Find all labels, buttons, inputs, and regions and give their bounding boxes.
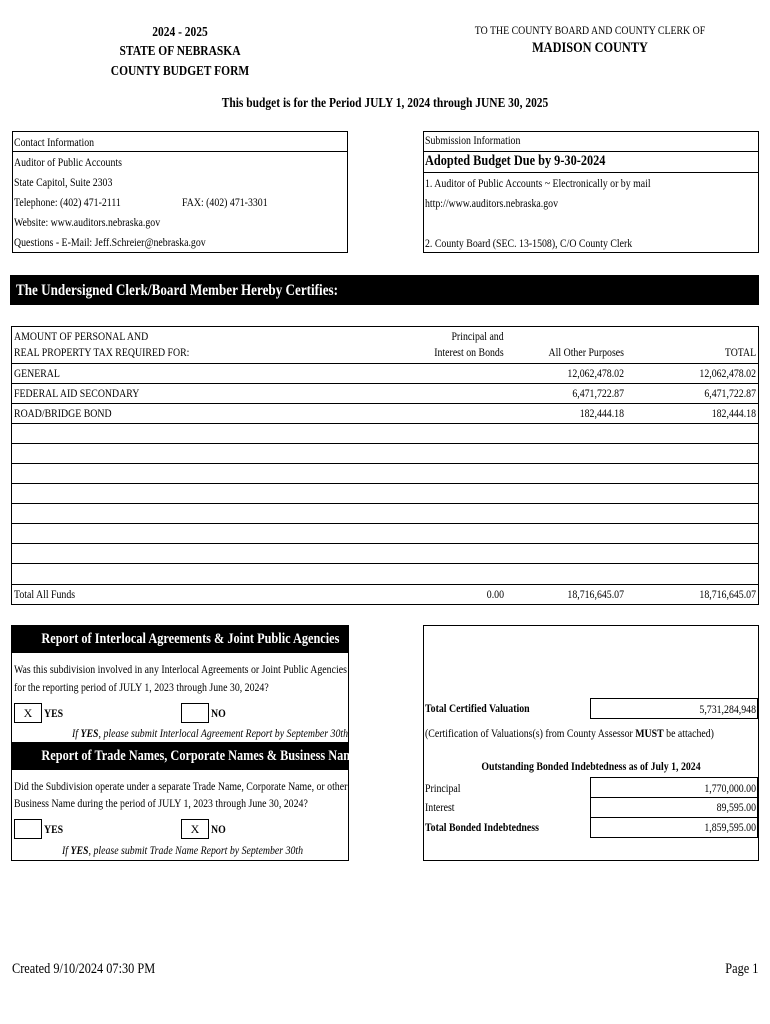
total-principal-interest: 0.00 <box>486 587 504 601</box>
interest-value: 89,595.00 <box>716 800 756 814</box>
principal-label: Principal <box>425 781 461 795</box>
fund-name: ROAD/BRIDGE BOND <box>14 406 112 420</box>
interlocal-yes-label: YES <box>44 706 64 720</box>
interlocal-banner <box>11 625 349 653</box>
total-value: 12,062,478.02 <box>699 366 756 380</box>
trade-names-yes-label: YES <box>44 822 64 836</box>
certifies-banner-text: The Undersigned Clerk/Board Member Hereby Certifies: <box>16 282 339 299</box>
col-header-total: TOTAL <box>724 345 756 359</box>
submission-url[interactable]: http://www.auditors.nebraska.gov <box>425 196 559 210</box>
contact-title: Contact Information <box>14 135 95 149</box>
submission-title: Submission Information <box>425 133 521 147</box>
submission-info-box <box>423 131 759 253</box>
state-name: STATE OF NEBRASKA <box>119 44 241 59</box>
certified-valuation-value: 5,731,284,948 <box>699 702 756 716</box>
total-bonded-label: Total Bonded Indebtedness <box>425 820 539 834</box>
interlocal-title: Report of Interlocal Agreements & Joint Public Agencies <box>41 631 340 647</box>
tax-table-header-left: AMOUNT OF PERSONAL AND <box>14 329 149 343</box>
trade-names-no-label: NO <box>211 822 226 836</box>
trade-names-question: Did the Subdivision operate under a separate Trade Name, Corporate Name, or other <box>14 779 348 793</box>
interlocal-yes-checkbox[interactable]: X <box>14 703 42 723</box>
contact-website[interactable]: Website: www.auditors.nebraska.gov <box>14 215 161 229</box>
total-other-purposes: 18,716,645.07 <box>567 587 624 601</box>
form-title: COUNTY BUDGET FORM <box>110 64 250 79</box>
trade-names-question: Business Name during the period of JULY 1, 2023 through June 30, 2024? <box>14 796 308 810</box>
contact-fax: FAX: (402) 471-3301 <box>182 195 268 209</box>
contact-telephone: Telephone: (402) 471-2111 <box>14 195 121 209</box>
trade-names-title: Report of Trade Names, Corporate Names & Business Names <box>41 748 364 764</box>
county-name: MADISON COUNTY <box>532 40 648 56</box>
contact-email[interactable]: Questions - E-Mail: Jeff.Schreier@nebraska.gov <box>14 235 206 249</box>
other-purposes-value: 6,471,722.87 <box>572 386 624 400</box>
trade-names-banner <box>11 742 364 770</box>
interlocal-no-checkbox[interactable] <box>181 703 209 723</box>
total-all-funds-label: Total All Funds <box>14 587 76 601</box>
col-header-principal-interest: Interest on Bonds <box>434 345 504 359</box>
fund-name: FEDERAL AID SECONDARY <box>14 386 140 400</box>
valuation-note: (Certification of Valuations(s) from County Assessor MUST be attached) <box>425 726 714 740</box>
interlocal-note: If YES, please submit Interlocal Agreement Report by September 30th <box>72 726 349 740</box>
created-timestamp: Created 9/10/2024 07:30 PM <box>12 961 156 977</box>
fund-name: GENERAL <box>14 366 60 380</box>
page-number: Page 1 <box>724 961 758 977</box>
total-bonded-value: 1,859,595.00 <box>704 820 756 834</box>
interlocal-question: Was this subdivision involved in any Interlocal Agreements or Joint Public Agencies <box>14 662 347 676</box>
interlocal-question: for the reporting period of JULY 1, 2023 through June 30, 2024? <box>14 680 269 694</box>
trade-names-yes-checkbox[interactable] <box>14 819 42 839</box>
budget-year: 2024 - 2025 <box>152 25 208 40</box>
trade-names-no-checkbox[interactable]: X <box>181 819 209 839</box>
principal-value: 1,770,000.00 <box>704 781 756 795</box>
other-purposes-value: 182,444.18 <box>579 406 624 420</box>
col-header-principal-interest: Principal and <box>451 329 504 343</box>
submission-line-1: 1. Auditor of Public Accounts ~ Electronically or by mail <box>425 176 651 190</box>
total-value: 182,444.18 <box>711 406 756 420</box>
submission-due-date: Adopted Budget Due by 9-30-2024 <box>425 153 606 169</box>
col-header-other-purposes: All Other Purposes <box>548 345 624 359</box>
trade-names-note: If YES, please submit Trade Name Report by September 30th <box>62 843 304 857</box>
interlocal-no-label: NO <box>211 706 226 720</box>
certified-valuation-label: Total Certified Valuation <box>425 701 530 715</box>
to-county-line: TO THE COUNTY BOARD AND COUNTY CLERK OF <box>474 23 706 37</box>
certifies-banner <box>10 275 759 305</box>
submission-line-3: 2. County Board (SEC. 13-1508), C/O County Clerk <box>425 236 633 250</box>
bonded-indebtedness-title: Outstanding Bonded Indebtedness as of July 1, 2024 <box>481 759 701 773</box>
grand-total: 18,716,645.07 <box>699 587 756 601</box>
budget-period: This budget is for the Period JULY 1, 2024 through JUNE 30, 2025 <box>221 96 549 111</box>
other-purposes-value: 12,062,478.02 <box>567 366 624 380</box>
contact-line: Auditor of Public Accounts <box>14 155 122 169</box>
interest-label: Interest <box>425 800 455 814</box>
tax-table-header-left: REAL PROPERTY TAX REQUIRED FOR: <box>14 345 190 359</box>
contact-line: State Capitol, Suite 2303 <box>14 175 113 189</box>
total-value: 6,471,722.87 <box>704 386 756 400</box>
